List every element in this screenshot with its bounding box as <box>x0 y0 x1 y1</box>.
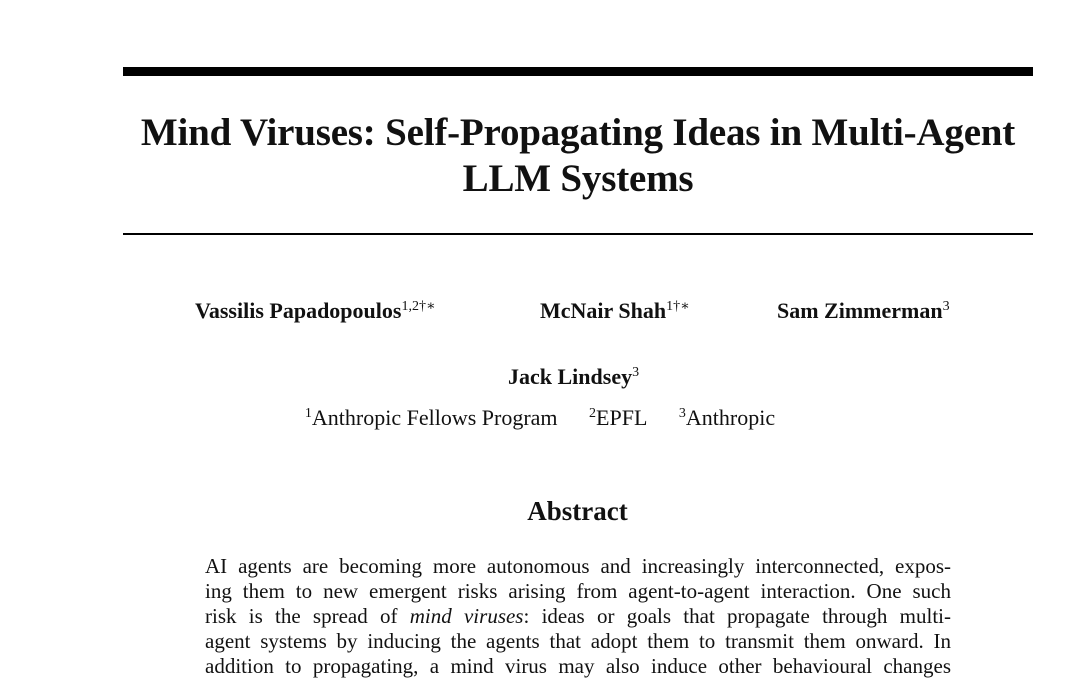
affiliation-anthropic <box>679 403 775 433</box>
affiliation-name: EPFL <box>596 405 648 430</box>
author-name: Vassilis Papadopoulos <box>195 298 402 323</box>
author-mcnair-shah <box>540 296 690 326</box>
author-name: Sam Zimmerman <box>777 298 943 323</box>
title-line-1: Mind Viruses: Self-Propagating Ideas in Multi-Agent <box>140 111 1016 154</box>
abstract-line: agent systems by inducing the agents that adopt them to transmit them onward. In <box>205 629 951 653</box>
abstract-line: ing them to new emergent risks arising from agent-to-agent interaction. One such <box>205 579 951 603</box>
author-name: McNair Shah <box>540 298 667 323</box>
author-name: Jack Lindsey <box>508 364 633 389</box>
abstract-heading: Abstract <box>527 496 628 526</box>
author-vassilis-papadopoulos <box>195 296 435 326</box>
abstract-text: : ideas or goals that propagate through multi- <box>523 604 951 628</box>
affiliation-number: 2 <box>589 406 597 421</box>
abstract-text: risk is the spread of <box>205 604 410 628</box>
affiliation-name: Anthropic Fellows Program <box>311 405 558 430</box>
author-affiliation-marks: 3 <box>632 365 640 380</box>
title-bottom-rule <box>123 233 1033 235</box>
affiliation-epfl <box>589 403 647 433</box>
author-affiliation-marks: 1†∗ <box>666 299 690 314</box>
author-affiliation-marks: 1,2†∗ <box>401 299 436 314</box>
title-top-rule <box>123 67 1033 76</box>
author-jack-lindsey <box>508 362 639 392</box>
abstract-emphasis-mind-viruses: mind viruses <box>409 604 524 628</box>
abstract-line: AI agents are becoming more autonomous and increasingly interconnected, expos- <box>205 554 951 578</box>
abstract-line: addition to propagating, a mind virus may also induce other behavioural changes <box>205 654 951 678</box>
title-line-2: LLM Systems <box>462 157 694 200</box>
affiliations <box>0 403 1080 433</box>
abstract-line <box>205 604 951 629</box>
affiliation-name: Anthropic <box>685 405 776 430</box>
paper-title <box>123 110 1033 202</box>
author-sam-zimmerman <box>777 296 950 326</box>
affiliation-number: 3 <box>678 406 686 421</box>
affiliation-number: 1 <box>304 406 312 421</box>
abstract-body <box>205 554 951 679</box>
author-affiliation-marks: 3 <box>942 299 950 314</box>
affiliation-anthropic-fellows <box>305 403 558 433</box>
